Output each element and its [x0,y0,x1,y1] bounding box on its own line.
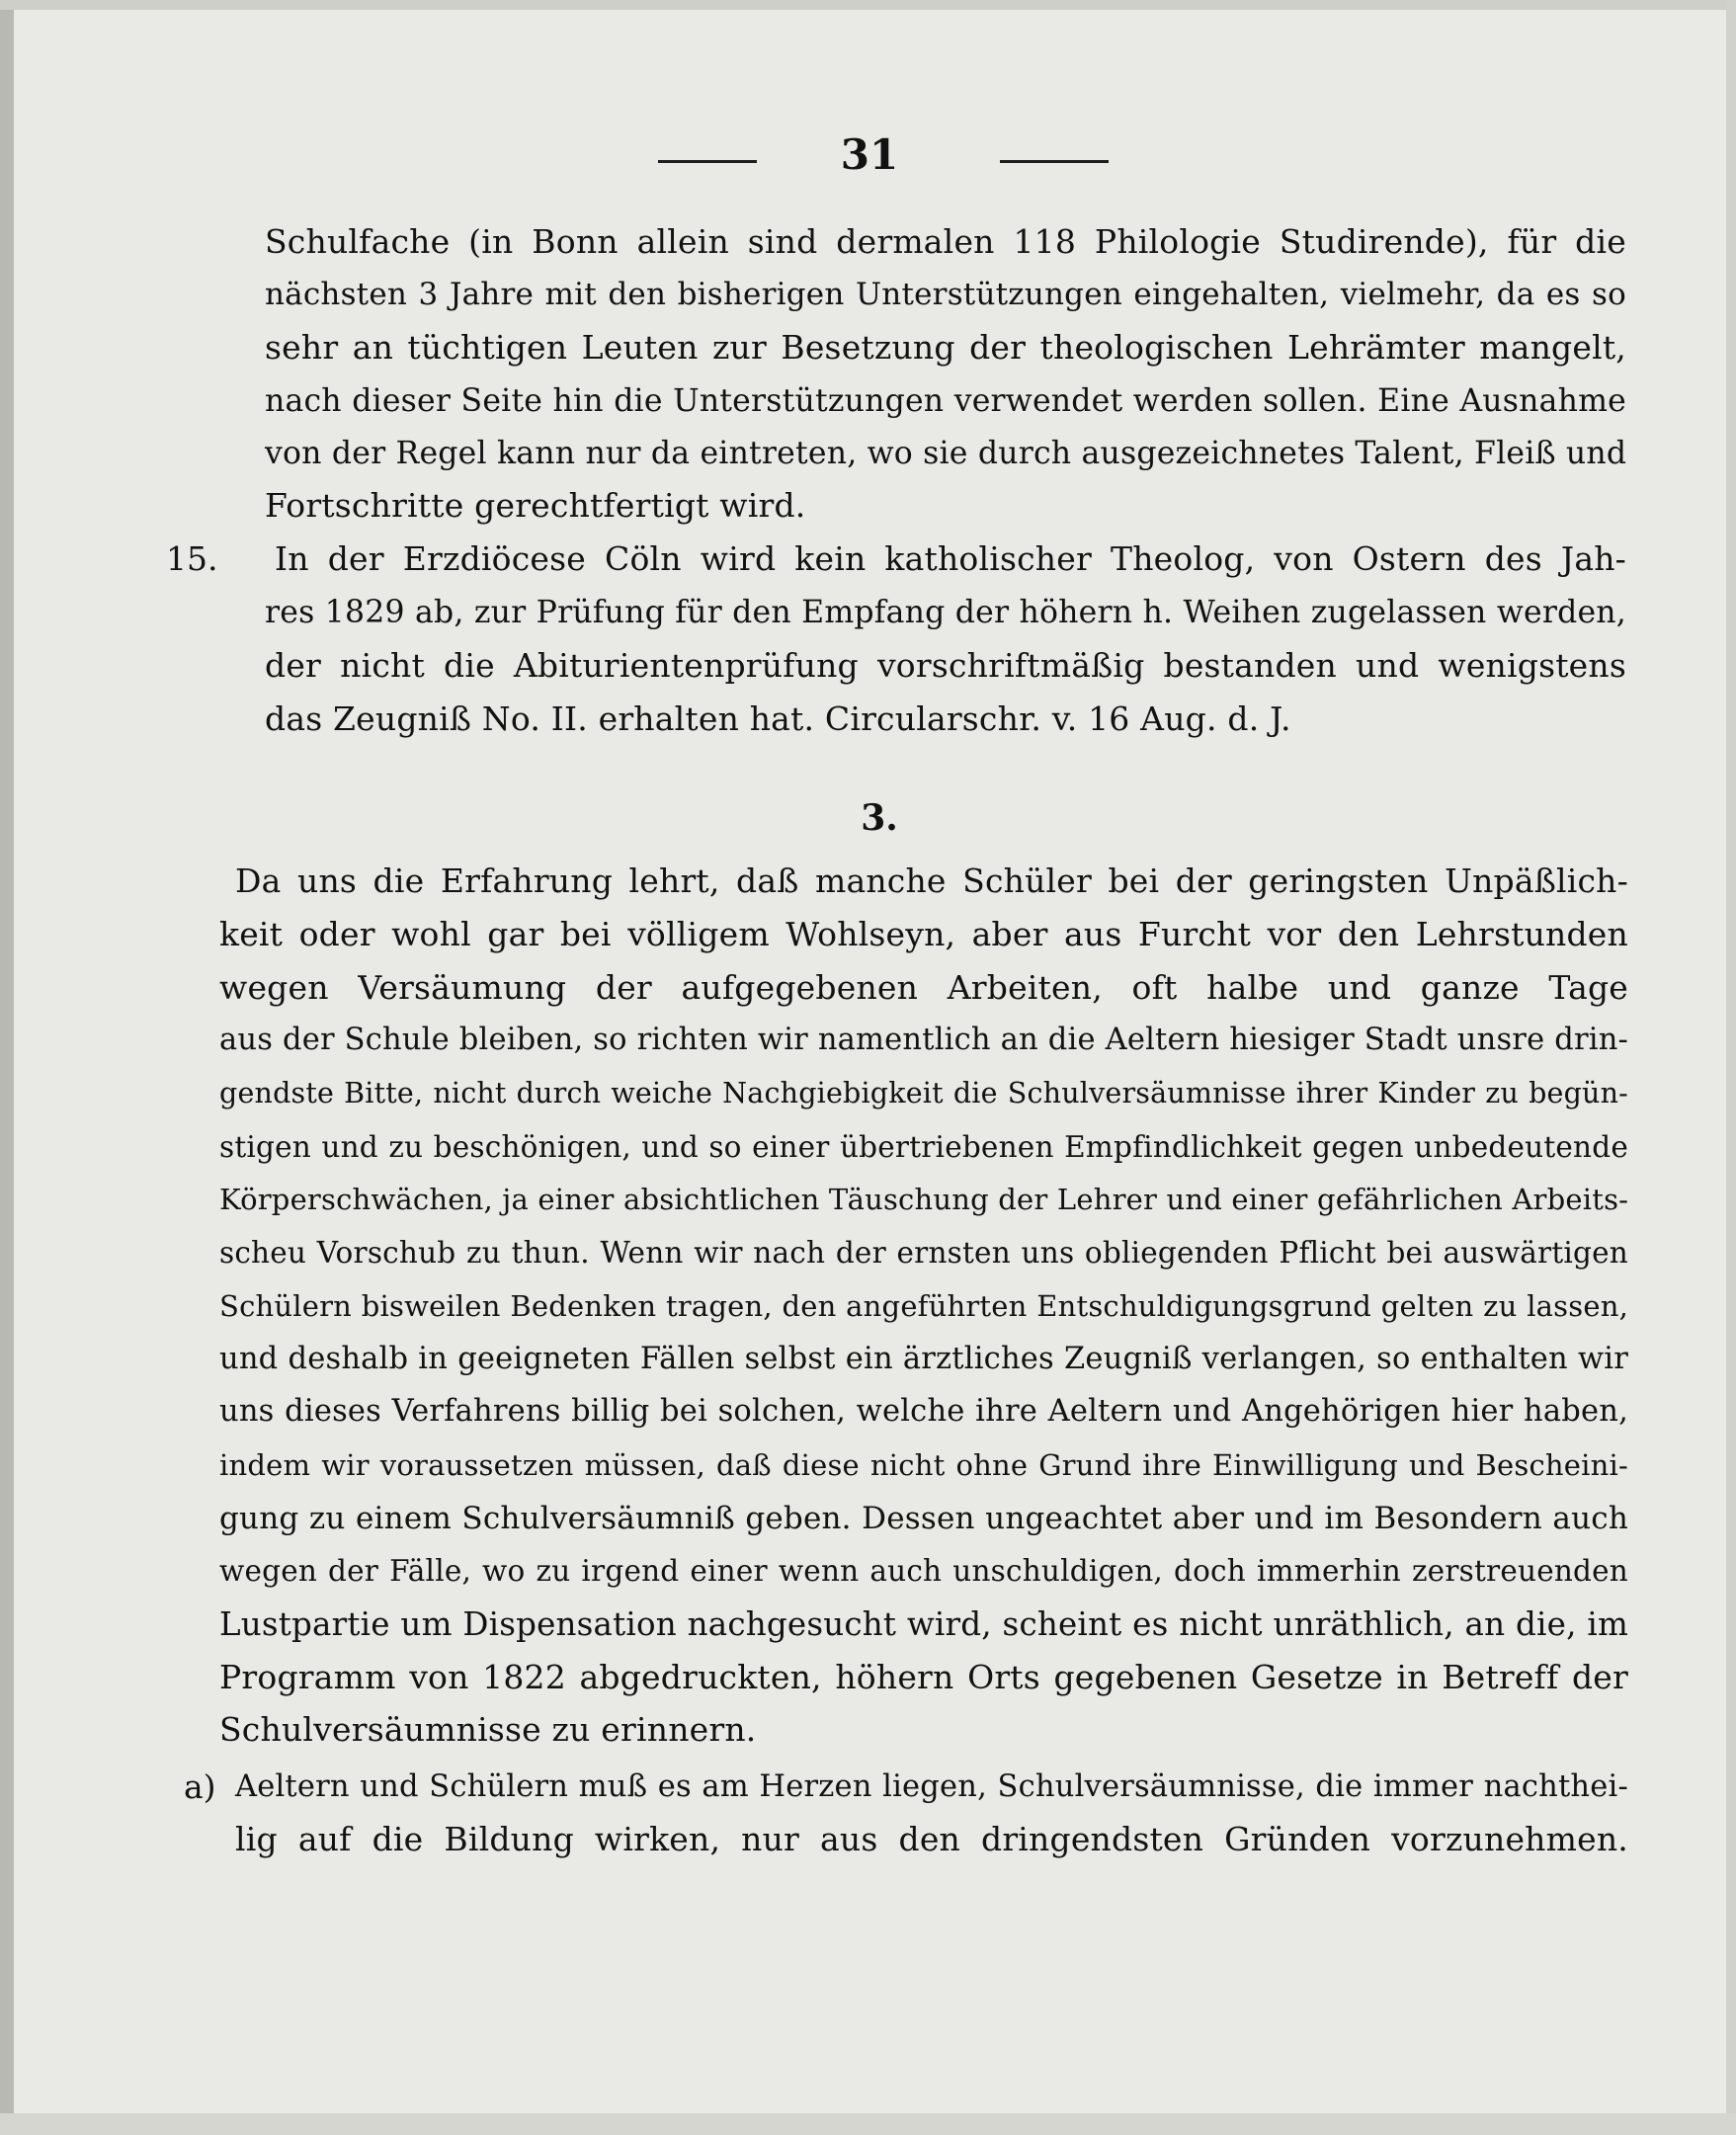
text-line: res 1829 ab, zur Prüfung für den Empfang der höhern h. Weihen zugelassen werden, [265,595,1626,630]
text-line: Fortschritte gerechtfertigt wird. [265,486,806,525]
text-line: Lustpartie um Dispensation nachgesucht wird, scheint es nicht unräthlich, an die, im [219,1605,1628,1643]
page-header [0,126,1736,186]
text-line: nach dieser Seite hin die Unterstützungen verwendet werden sollen. Eine Ausnahme [265,383,1626,419]
text-line: der nicht die Abiturientenprüfung vorschriftmäßig bestanden und wenigstens [265,646,1626,685]
text-line: scheu Vorschub zu thun. Wenn wir nach der ernsten uns obliegenden Pflicht bei auswärtigen [219,1236,1628,1270]
text-line: sehr an tüchtigen Leuten zur Besetzung der theologischen Lehrämter mangelt, [265,328,1626,367]
text-line: Da uns die Erfahrung lehrt, daß manche Schüler bei der geringsten Unpäßlich- [235,862,1628,900]
page-edge-left [0,0,14,2135]
text-line: nächsten 3 Jahre mit den bisherigen Unterstützungen eingehalten, vielmehr, da es so [265,277,1626,312]
page-edge-right [1726,0,1736,2135]
text-line: das Zeugniß No. II. erhalten hat. Circularschr. v. 16 Aug. d. J. [265,699,1291,738]
text-line: In der Erzdiöcese Cöln wird kein katholischer Theolog, von Ostern des Jah- [275,539,1626,578]
text-line: Schulfache (in Bonn allein sind dermalen 118 Philologie Studirende), für die [265,222,1626,261]
text-line: Schülern bisweilen Bedenken tragen, den angeführten Entschuldigungsgrund gelten zu lassen, [219,1289,1628,1323]
header-rule-left [658,160,757,163]
section-number: 3. [861,797,898,839]
text-line: Körperschwächen, ja einer absichtlichen Täuschung der Lehrer und einer gefährlichen Arbeits- [219,1183,1629,1216]
item-a-label: a) [184,1767,216,1806]
page-edge-top [0,0,1736,10]
text-line: von der Regel kann nur da eintreten, wo sie durch ausgezeichnetes Talent, Fleiß und [265,436,1627,471]
text-line: lig auf die Bildung wirken, nur aus den dringendsten Gründen vorzunehmen. [235,1820,1628,1858]
text-line: Programm von 1822 abgedruckten, höhern Orts gegebenen Gesetze in Betreff der [219,1658,1628,1696]
text-line: Schulversäumnisse zu erinnern. [219,1710,757,1749]
text-line: und deshalb in geeigneten Fällen selbst ein ärztliches Zeugniß verlangen, so enthalten wir [219,1342,1628,1376]
text-line: keit oder wohl gar bei völligem Wohlseyn, aber aus Furcht vor den Lehrstunden [219,915,1628,953]
text-line: wegen Versäumung der aufgegebenen Arbeiten, oft halbe und ganze Tage [219,968,1628,1007]
text-line: Aeltern und Schülern muß es am Herzen liegen, Schulversäumnisse, die immer nachthei- [235,1769,1628,1804]
text-line: indem wir voraussetzen müssen, daß diese nicht ohne Grund ihre Einwilligung und Bescheini- [219,1448,1628,1482]
header-rule-right [1000,160,1109,163]
page-edge-bottom [0,2113,1736,2135]
text-line: gendste Bitte, nicht durch weiche Nachgiebigkeit die Schulversäumnisse ihrer Kinder zu begün- [219,1077,1628,1109]
page-number: 31 [840,130,899,179]
text-line: aus der Schule bleiben, so richten wir namentlich an die Aeltern hiesiger Stadt unsre drin- [219,1023,1629,1057]
item-15-number: 15. [166,539,218,578]
text-line: gung zu einem Schulversäumniß geben. Dessen ungeachtet aber und im Besondern auch [219,1501,1628,1536]
text-line: stigen und zu beschönigen, und so einer übertriebenen Empfindlichkeit gegen unbedeutende [219,1130,1628,1164]
text-line: uns dieses Verfahrens billig bei solchen, welche ihre Aeltern und Angehörigen hier haben, [219,1394,1628,1429]
text-line: wegen der Fälle, wo zu irgend einer wenn auch unschuldigen, doch immerhin zerstreuenden [219,1554,1628,1588]
